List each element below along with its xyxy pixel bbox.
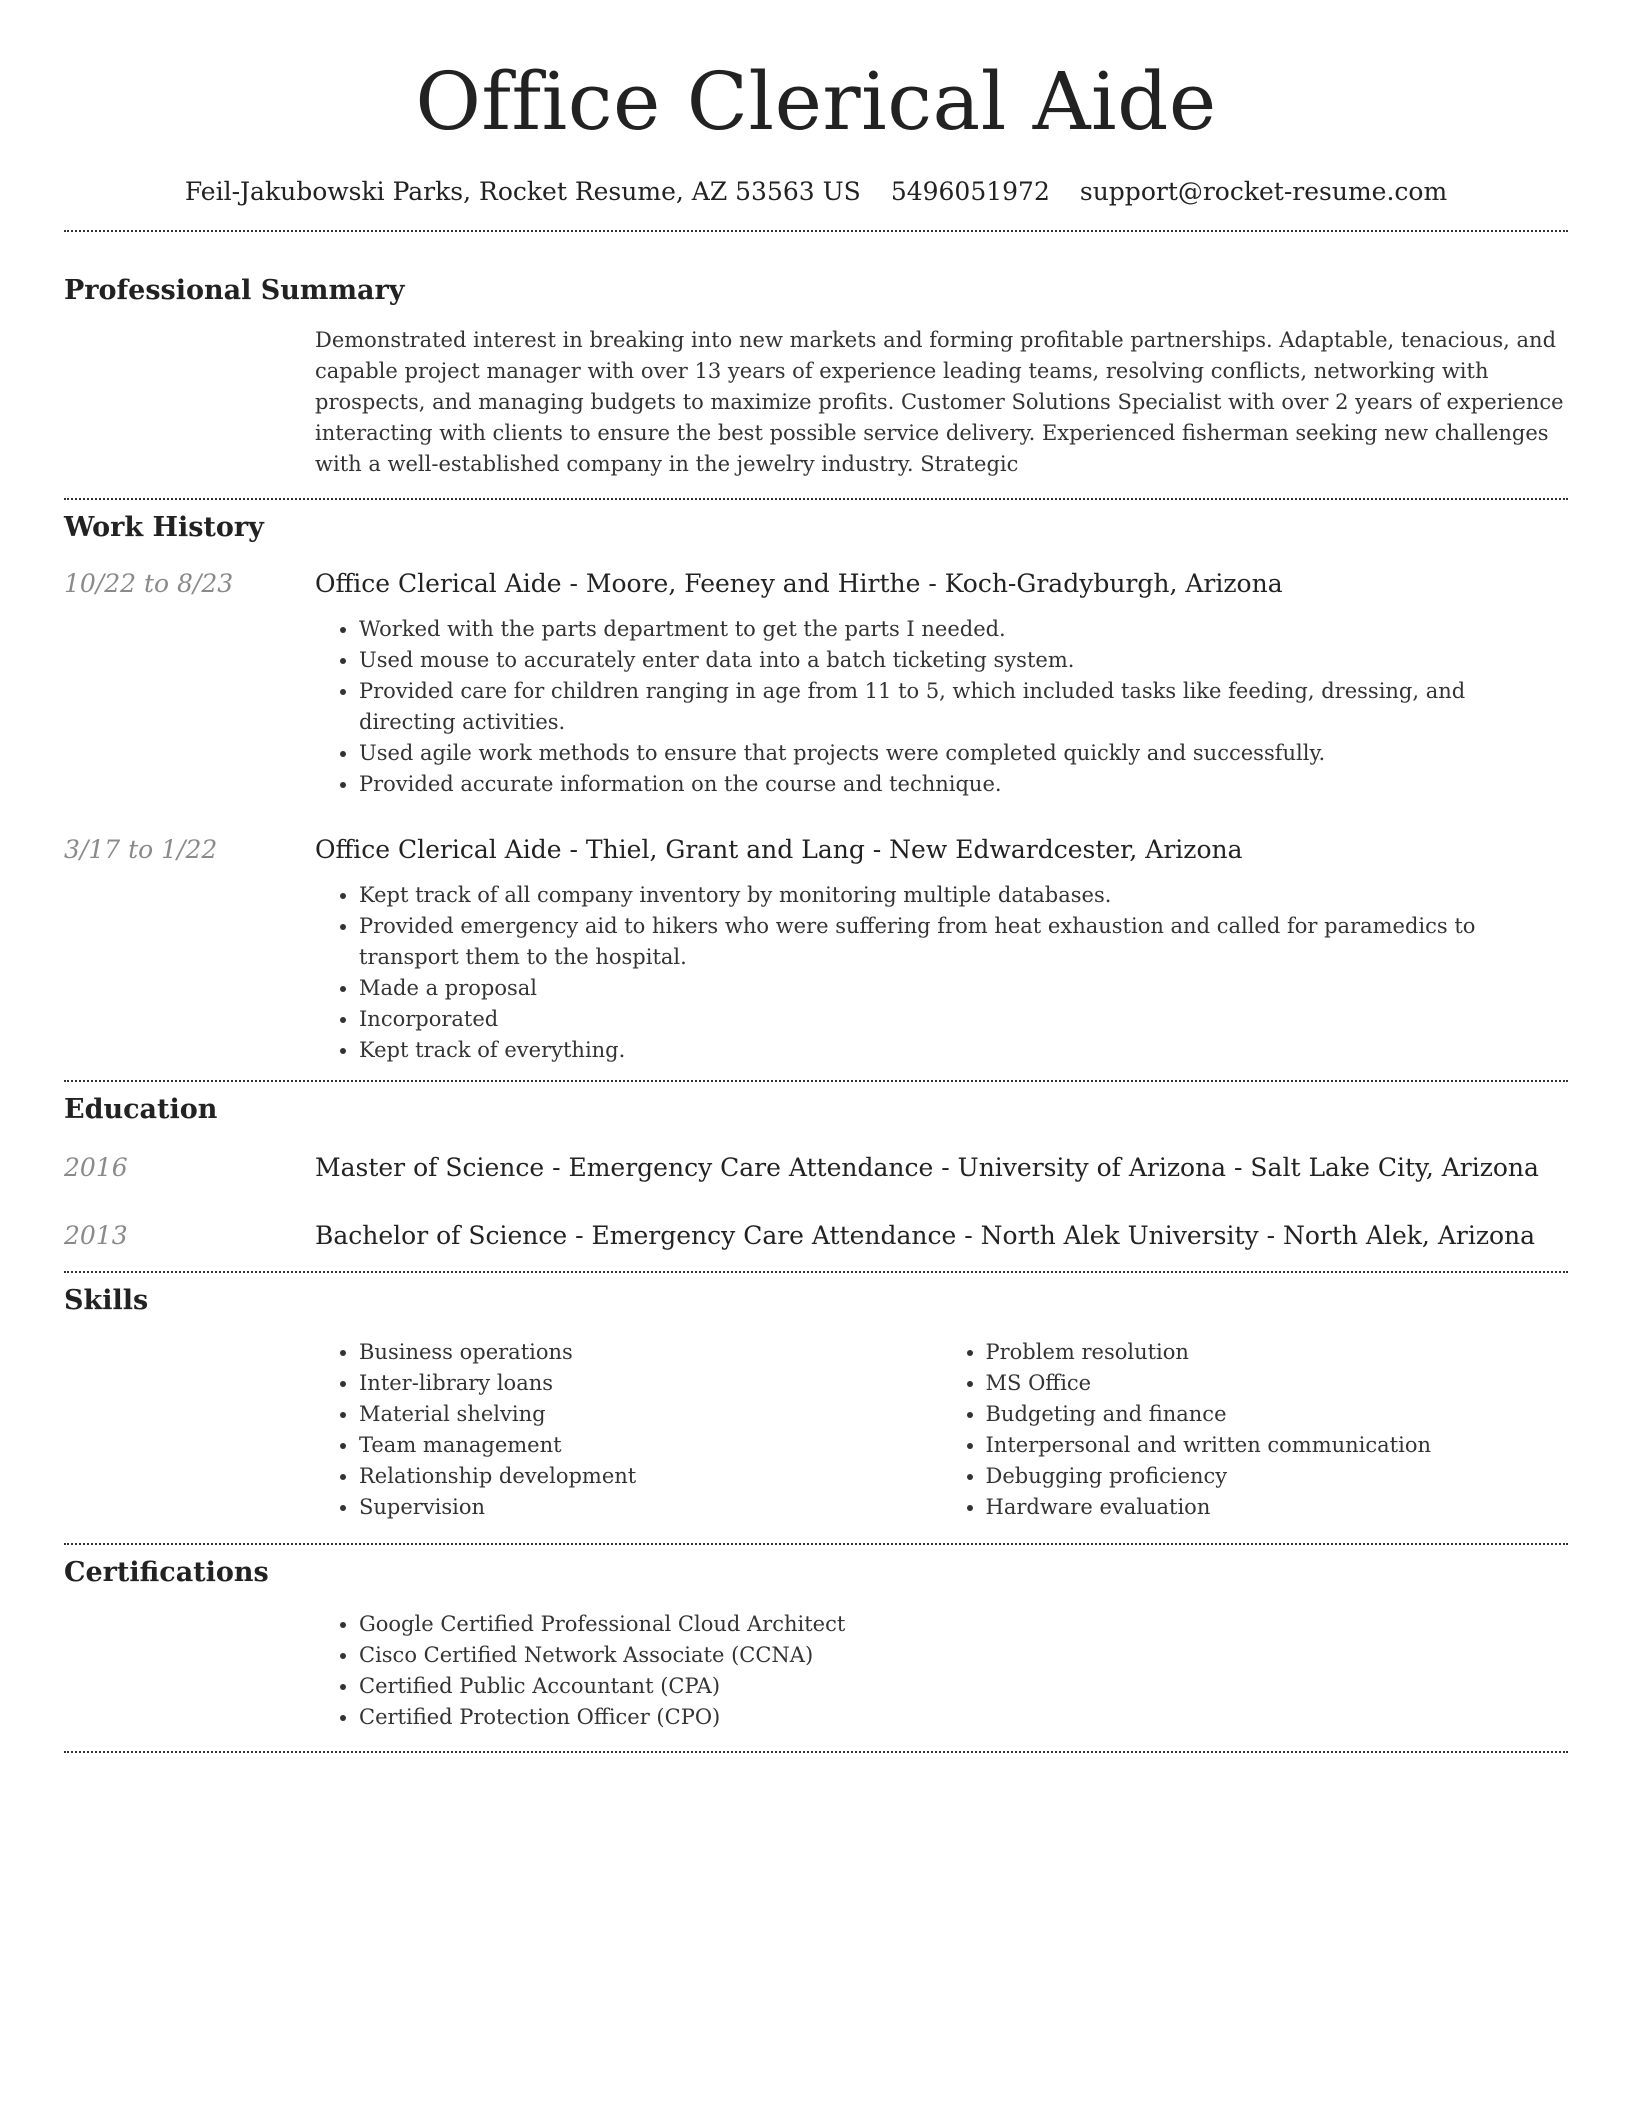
education-degree: Bachelor of Science - Emergency Care Attendance - North Alek University - North Alek, Arizona xyxy=(315,1221,1536,1250)
contact-address: Feil-Jakubowski Parks, Rocket Resume, AZ 53563 US xyxy=(184,177,861,206)
list-item: • Incorporated xyxy=(359,1004,1568,1035)
list-item: • Worked with the parts department to get the parts I needed. xyxy=(359,614,1568,645)
list-item: • Business operations xyxy=(359,1337,942,1368)
list-item: • Cisco Certified Network Associate (CCNA) xyxy=(359,1640,1568,1671)
section-heading-skills: Skills xyxy=(64,1285,149,1316)
section-heading-work-history: Work History xyxy=(64,512,264,543)
job-entry xyxy=(64,566,1568,800)
list-item: • Interpersonal and written communication xyxy=(986,1430,1569,1461)
contact-line xyxy=(64,174,1568,210)
list-item: • Kept track of everything. xyxy=(359,1035,1568,1066)
list-item: • MS Office xyxy=(986,1368,1569,1399)
list-item: • Used agile work methods to ensure that projects were completed quickly and successfully. xyxy=(359,738,1568,769)
list-item: • Team management xyxy=(359,1430,942,1461)
list-item: • Google Certified Professional Cloud Architect xyxy=(359,1609,1568,1640)
education-entry xyxy=(64,1218,1568,1254)
section-heading-certifications: Certifications xyxy=(64,1557,269,1588)
divider xyxy=(64,498,1568,500)
section-heading-summary: Professional Summary xyxy=(64,275,405,306)
divider xyxy=(64,1543,1568,1545)
list-item: • Certified Protection Officer (CPO) xyxy=(359,1702,1568,1733)
list-item: • Used mouse to accurately enter data into a batch ticketing system. xyxy=(359,645,1568,676)
skills-list-right xyxy=(942,1337,1569,1523)
list-item: • Made a proposal xyxy=(359,973,1568,1004)
section-heading-education: Education xyxy=(64,1094,218,1125)
list-item: • Budgeting and finance xyxy=(986,1399,1569,1430)
resume-page xyxy=(64,0,1568,1753)
job-entry xyxy=(64,832,1568,1066)
education-year: 2013 xyxy=(64,1221,128,1250)
job-bullets xyxy=(315,614,1568,800)
divider xyxy=(64,230,1568,232)
list-item: • Provided accurate information on the course and technique. xyxy=(359,769,1568,800)
education-entry xyxy=(64,1150,1568,1186)
job-dates: 3/17 to 1/22 xyxy=(64,835,218,864)
job-dates: 10/22 to 8/23 xyxy=(64,569,234,598)
list-item: • Provided emergency aid to hikers who were suffering from heat exhaustion and called for paramedics to transport them to the hospital. xyxy=(359,911,1568,973)
job-title: Office Clerical Aide - Thiel, Grant and Lang - New Edwardcester, Arizona xyxy=(315,835,1243,864)
education-degree: Master of Science - Emergency Care Attendance - University of Arizona - Salt Lake City, Arizona xyxy=(315,1153,1539,1182)
divider xyxy=(64,1080,1568,1082)
list-item: • Relationship development xyxy=(359,1461,942,1492)
contact-phone: 5496051972 xyxy=(890,177,1050,206)
job-header xyxy=(64,832,1568,868)
list-item: • Material shelving xyxy=(359,1399,942,1430)
divider xyxy=(64,1271,1568,1273)
job-title: Office Clerical Aide - Moore, Feeney and Hirthe - Koch-Gradyburgh, Arizona xyxy=(315,569,1283,598)
list-item: • Debugging proficiency xyxy=(986,1461,1569,1492)
certifications-list xyxy=(315,1609,1568,1733)
list-item: • Supervision xyxy=(359,1492,942,1523)
list-item: • Problem resolution xyxy=(986,1337,1569,1368)
job-bullets xyxy=(315,880,1568,1066)
summary-text: Demonstrated interest in breaking into new markets and forming profitable partnerships. Adaptable, tenacious, and capable project manager with over 13 years of experience leading teams, resolving conflicts, networking with prospects, and managing budgets to maximize profits. Customer Solutions Specialist with over 2 years of experience interacting with clients to ensure the best possible service delivery. Experienced fisherman seeking new challenges with a well-established company in the jewelry industry. Strategic xyxy=(315,328,1564,476)
list-item: • Certified Public Accountant (CPA) xyxy=(359,1671,1568,1702)
education-year: 2016 xyxy=(64,1153,128,1182)
contact-email: support@rocket-resume.com xyxy=(1079,177,1448,206)
list-item: • Provided care for children ranging in age from 11 to 5, which included tasks like feeding, dressing, and directing activities. xyxy=(359,676,1568,738)
skills-list-left xyxy=(315,1337,942,1523)
resume-title: Office Clerical Aide xyxy=(415,55,1217,148)
skills-columns xyxy=(315,1337,1568,1523)
job-header xyxy=(64,566,1568,602)
divider xyxy=(64,1751,1568,1753)
list-item: • Kept track of all company inventory by monitoring multiple databases. xyxy=(359,880,1568,911)
list-item: • Hardware evaluation xyxy=(986,1492,1569,1523)
list-item: • Inter-library loans xyxy=(359,1368,942,1399)
